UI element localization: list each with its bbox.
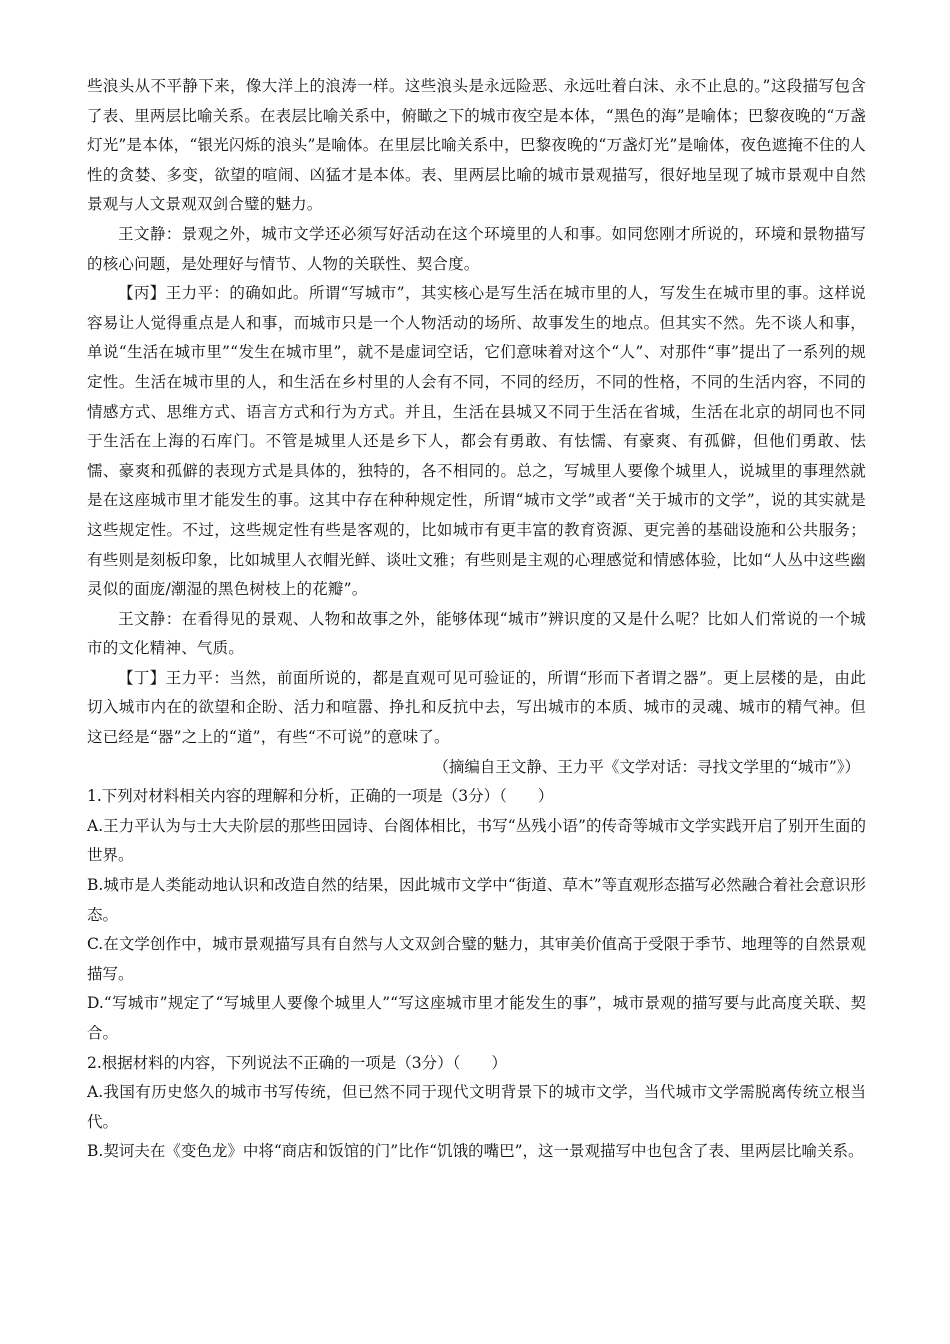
question-stem: 2.根据材料的内容，下列说法不正确的一项是（3分）（ ） <box>87 1053 507 1072</box>
option-b[interactable]: B.城市是人类能动地认识和改造自然的结果，因此城市文学中“街道、草木”等直观形态描写必然融合着社会意识形态。 <box>87 876 866 924</box>
question-stem: 1.下列对材料相关内容的理解和分析，正确的一项是（3分）（ ） <box>87 787 554 806</box>
passage-paragraph-1: 些浪头从不平静下来，像大洋上的浪涛一样。这些浪头是永远险恶、永远吐着白沫、永不止息的。”这段描写包含了表、里两层比喻关系。在表层比喻关系中，俯瞰之下的城市夜空是本体，“黑色的海”是喻体；巴黎夜晚的“万盏灯光”是本体，“银光闪烁的浪头”是喻体。在里层比喻关系中，巴黎夜晚的“万盏灯光”是喻体，夜色遮掩不住的人性的贪婪、多变，欲望的喧闹、凶猛才是本体。表、里两层比喻的城市景观描写，很好地呈现了城市景观中自然景观与人文景观双剑合璧的魅力。 <box>87 77 866 214</box>
source-citation: （摘编自王文静、王力平《文学对话：寻找文学里的“城市”》） <box>433 757 860 776</box>
option-d[interactable]: D.“写城市”规定了“写城里人要像个城里人”“写这座城市里才能发生的事”，城市景观的描写要与此高度关联、契合。 <box>87 994 866 1042</box>
option-a[interactable]: A.王力平认为与士大夫阶层的那些田园诗、台阁体相比，书写“丛残小语”的传奇等城市文学实践开启了别开生面的世界。 <box>87 816 866 865</box>
passage-paragraph-5: 【丁】王力平：当然，前面所说的，都是直观可见可验证的，所谓“形而下者谓之器”。更上层楼的是，由此切入城市内在的欲望和企盼、活力和喧嚣、挣扎和反抗中去，写出城市的本质、城市的灵魂、城市的精气神。但这已经是“器”之上的“道”，有些“不可说”的意味了。 <box>87 668 866 747</box>
passage-paragraph-2: 王文静：景观之外，城市文学还必须写好活动在这个环境里的人和事。如同您刚才所说的，环境和景物描写的核心问题，是处理好与情节、人物的关联性、契合度。 <box>87 224 866 273</box>
passage-paragraph-4: 王文静：在看得见的景观、人物和故事之外，能够体现“城市”辨识度的又是什么呢？比如人们常说的一个城市的文化精神、气质。 <box>87 609 866 658</box>
option-b[interactable]: B.契诃夫在《变色龙》中将“商店和饭馆的门”比作“饥饿的嘴巴”，这一景观描写中也包含了表、里两层比喻关系。 <box>87 1142 864 1161</box>
option-a[interactable]: A.我国有历史悠久的城市书写传统，但已然不同于现代文明背景下的城市文学，当代城市文学需脱离传统立根当代。 <box>87 1083 866 1131</box>
question-2 <box>87 1049 866 1167</box>
question-1 <box>87 782 866 1048</box>
option-c[interactable]: C.在文学创作中，城市景观描写具有自然与人文双剑合璧的魅力，其审美价值高于受限于季节、地理等的自然景观描写。 <box>87 935 866 983</box>
passage-paragraph-3: 【丙】王力平：的确如此。所谓“写城市”，其实核心是写生活在城市里的人，写发生在城市里的事。这样说容易让人觉得重点是人和事，而城市只是一个人物活动的场所、故事发生的地点。但其实不然。先不谈人和事，单说“生活在城市里”“发生在城市里”，就不是虚词空话，它们意味着对这个“人”、对那件“事”提出了一系列的规定性。生活在城市里的人，和生活在乡村里的人会有不同，不同的经历，不同的性格，不同的生活内容，不同的情感方式、思维方式、语言方式和行为方式。并且，生活在县城又不同于生活在省城，生活在北京的胡同也不同于生活在上海的石库门。不管是城里人还是乡下人，都会有勇敢、有怯懦、有豪爽、有孤僻，但他们勇敢、怯懦、豪爽和孤僻的表现方式是具体的，独特的，各不相同的。总之，写城里人要像个城里人，说城里的事理然就是在这座城市里才能发生的事。这其中存在种种规定性，所谓“城市文学”或者“关于城市的文学”，说的其实就是这些规定性。不过，这些规定性有些是客观的，比如城市有更丰富的教育资源、更完善的基础设施和公共服务；有些则是刻板印象，比如城里人衣帽光鲜、谈吐文雅；有些则是主观的心理感觉和情感体验，比如“人丛中这些幽灵似的面庞/潮湿的黑色树枝上的花瓣”。 <box>87 284 866 599</box>
